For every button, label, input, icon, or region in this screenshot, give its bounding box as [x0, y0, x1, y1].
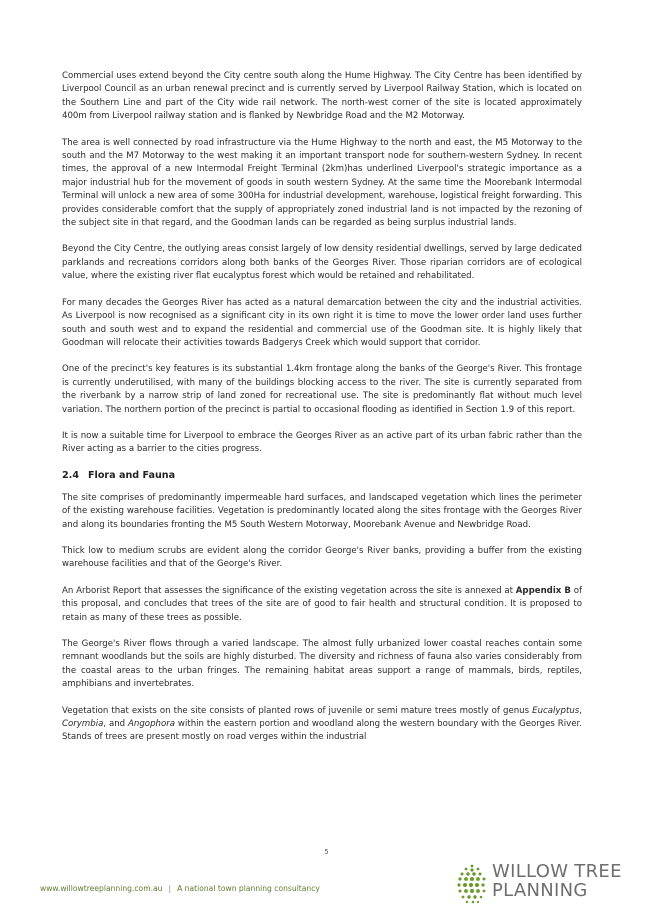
genus-name: Eucalyptus: [532, 705, 580, 716]
arborist-paragraph: [62, 585, 582, 625]
paragraph: For many decades the Georges River has acted as a natural demarcation between the city and the industrial activities. As Liverpool is now recognised as a significant city in its own right it is time to move the lower order land uses further south and south west and to expand the residential and commercial use of the Goodman site. It is highly likely that Goodman will relocate their activities towards Badgerys Creek which would support that corridor.: [62, 297, 582, 348]
text-run: Vegetation that exists on the site consists of planted rows of juvenile or semi mature trees mostly of genus: [62, 705, 533, 716]
website-link[interactable]: www.willowtreeplanning.com.au: [40, 884, 163, 893]
section-title: Flora and Fauna: [88, 469, 176, 481]
paragraph: Thick low to medium scrubs are evident along the corridor George's River banks, providing a buffer from the existing warehouse facilities and that of the George's River.: [62, 545, 582, 570]
page-number: 5: [324, 848, 329, 856]
paragraph: The site comprises of predominantly impermeable hard surfaces, and landscaped vegetation which lines the perimeter of the existing warehouse facilities. Vegetation is predominantly located along the sites frontage with the Georges River and along its boundaries fronting the M5 South Western Motorway, Moorebank Avenue and Newbridge Road.: [62, 492, 582, 530]
genus-name: Corymbia: [62, 719, 104, 730]
text-run: ,: [579, 705, 582, 716]
paragraph: The area is well connected by road infrastructure via the Hume Highway to the north and east, the M5 Motorway to the south and the M7 Motorway to the west making it an important transport node for southern-western Sydney. In recent times, the approval of a new Intermodal Freight Terminal (2km)has underlined Liverpool's strategic importance as a major industrial hub for the movement of goods in south western Sydney. At the same time the Moorebank Intermodal Terminal will unlock a new area of some 300Ha for industrial development, warehouse, logistical freight forwarding. This provides considerable comfort that the supply of appropriately zoned industrial land is not impacted by the rezoning of the subject site in that regard, and the Goodman lands can be regarded as being surplus industrial lands.: [62, 137, 582, 229]
section-number: 2.4: [62, 469, 79, 481]
section-heading: [62, 470, 582, 481]
paragraph: Beyond the City Centre, the outlying areas consist largely of low density residential dwellings, served by large dedicated parklands and recreations corridors along both banks of the Georges River. Those riparian corridors are of ecological value, where the existing river flat eucalyptus forest which would be retained and rehabilitated.: [62, 244, 582, 282]
genus-name: Angophora: [128, 719, 176, 730]
paragraph: Commercial uses extend beyond the City centre south along the Hume Highway. The City Centre has been identified by Liverpool Council as an urban renewal precinct and is currently served by Liverpool Railway Station, which is located on the Southern Line and part of the City wide rail network. The north-west corner of the site is located approximately 400m from Liverpool railway station and is flanked by Newbridge Road and the M2 Motorway.: [62, 71, 582, 122]
company-logo: [452, 860, 627, 908]
paragraph: One of the precinct's key features is its substantial 1.4km frontage along the banks of the George's River. This frontage is currently underutilised, with many of the buildings blocking access to the river. The site is currently separated from the riverbank by a narrow strip of land zoned for recreational use. The site is predominantly flat without much level variation. The northern portion of the precinct is partial to occasional flooding as identified in Section 1.9 of this report.: [62, 364, 582, 415]
text-run: within the eastern portion and woodland along the western boundary with the Georges River. Stands of trees are present mostly on road verges within the industrial: [62, 719, 582, 743]
footer: [40, 884, 320, 893]
footer-separator: |: [168, 884, 172, 893]
paragraph: The George's River flows through a varied landscape. The almost fully urbanized lower coastal reaches contain some remnant woodlands but the soils are highly disturbed. The diversity and richness of fauna also varies considerably from the coastal areas to the urban fringes. The remaining habitat areas support a range of mammals, birds, reptiles, amphibians and invertebrates.: [62, 639, 582, 690]
tree-icon: [452, 860, 492, 908]
logo-wordmark: [492, 862, 622, 900]
logo-line: PLANNING: [492, 880, 588, 901]
appendix-reference: Appendix B: [515, 585, 571, 596]
text-run: , and: [103, 719, 129, 730]
text-run: An Arborist Report that assesses the significance of the existing vegetation across the site is annexed at: [62, 585, 516, 596]
footer-tagline: A national town planning consultancy: [177, 884, 320, 893]
logo-line: WILLOW TREE: [492, 861, 622, 882]
vegetation-paragraph: [62, 705, 582, 745]
text-run: of this proposal, and concludes that trees of the site are of good to fair health and structural condition. It is proposed to retain as many of these trees as possible.: [62, 585, 582, 623]
paragraph: It is now a suitable time for Liverpool to embrace the Georges River as an active part of its urban fabric rather than the River acting as a barrier to the cities progress.: [62, 430, 582, 455]
document-body: [62, 70, 582, 758]
